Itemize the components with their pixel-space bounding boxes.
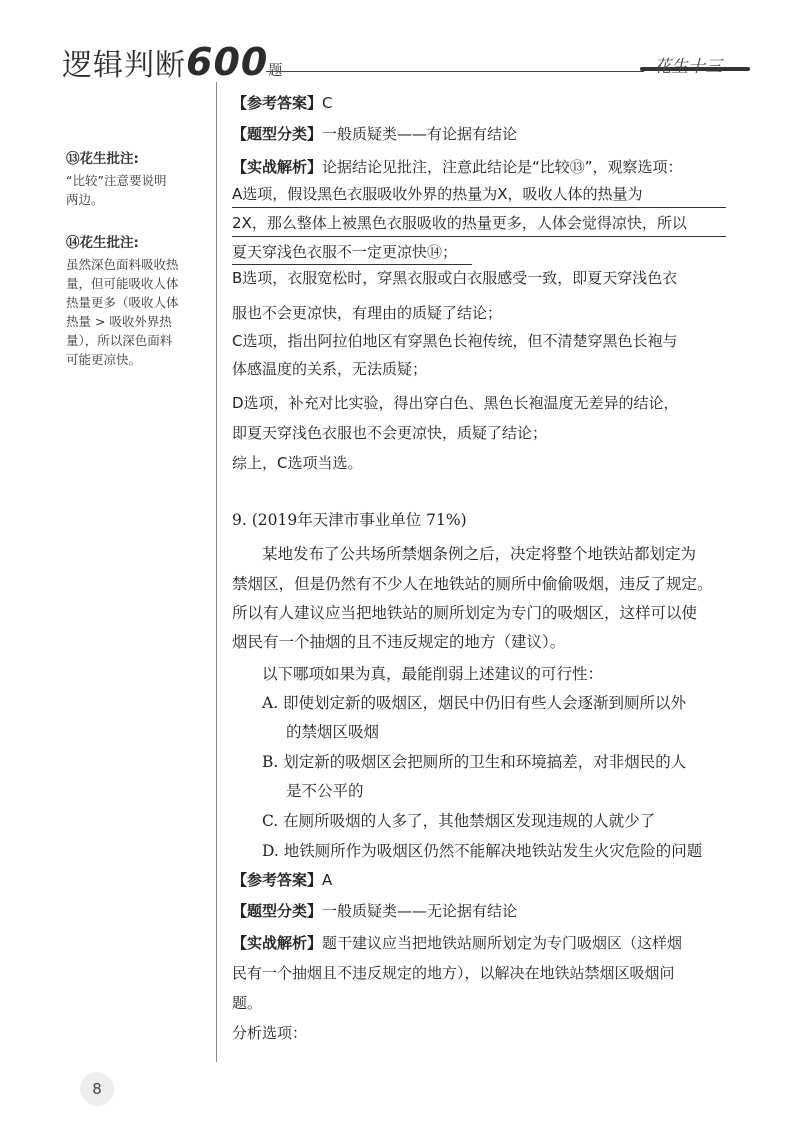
side-note-14 [66, 234, 216, 369]
analysis-text: 民有一个抽烟且不违反规定的地方），以解决在地铁站禁烟区吸烟问 [232, 964, 675, 982]
type-label: 【题型分类】 [232, 902, 323, 920]
side-note-line: 可能更凉快。 [66, 352, 142, 367]
answer-value: A [322, 871, 333, 889]
option-c: C. 在厕所吸烟的人多了，其他禁烟区发现违规的人就少了 [262, 812, 656, 830]
analysis-text: 综上，C选项当选。 [232, 454, 363, 472]
analysis-text: B选项，衣服宽松时，穿黑衣服或白衣服感受一致，即夏天穿浅色衣 [232, 269, 678, 287]
book-title-text: 逻辑判断 [62, 48, 186, 83]
question-header: 9. (2019年天津市事业单位 71%) [232, 511, 467, 529]
option-b: 是不公平的 [286, 782, 364, 800]
side-note-line: 量），所以深色面料 [66, 333, 173, 348]
side-note-title: ⑬花生批注: [66, 151, 139, 167]
question-stem: 烟民有一个抽烟的且不违反规定的地方（建议）。 [232, 633, 566, 651]
analysis-text: 2X，那么整体上被黑色衣服吸收的热量更多，人体会觉得凉快，所以 [232, 214, 687, 232]
analysis-line [232, 932, 682, 953]
book-title [62, 40, 283, 84]
analysis-text: 体感温度的关系，无法质疑； [232, 360, 428, 378]
type-line [232, 900, 517, 921]
type-label: 【题型分类】 [232, 125, 323, 143]
option-a: 的禁烟区吸烟 [286, 723, 380, 741]
answer-label: 【参考答案】 [232, 871, 323, 889]
side-note-line: “比较”注意要说明 [66, 173, 167, 188]
header-rule [266, 71, 644, 72]
brand-logo: 花生十三 [654, 57, 722, 77]
analysis-text: 题干建议应当把地铁站厕所划定为专门吸烟区（这样烟 [322, 934, 683, 952]
answer-value: C [322, 94, 333, 112]
book-title-number: 600 [186, 40, 269, 84]
side-note-line: 热量 > 吸收外界热 [66, 314, 172, 329]
book-title-suffix: 题 [268, 63, 284, 79]
analysis-text: 题。 [232, 994, 263, 1012]
type-value: 一般质疑类——无论据有结论 [322, 902, 518, 920]
question-stem: 某地发布了公共场所禁烟条例之后，决定将整个地铁站都划定为 [262, 545, 697, 563]
analysis-label: 【实战解析】 [232, 158, 323, 176]
underline [232, 236, 726, 237]
side-note-line: 热量更多（吸收人体 [66, 295, 179, 310]
analysis-text: 夏天穿浅色衣服不一定更凉快⑭； [232, 243, 458, 261]
analysis-label: 【实战解析】 [232, 934, 323, 952]
type-value: 一般质疑类——有论据有结论 [322, 125, 518, 143]
analysis-text: A选项，假设黑色衣服吸收外界的热量为X，吸收人体的热量为 [232, 185, 643, 203]
analysis-text: C选项，指出阿拉伯地区有穿黑色长袍传统，但不清楚穿黑色长袍与 [232, 332, 678, 350]
analysis-text: 即夏天穿浅色衣服也不会更凉快，质疑了结论； [232, 424, 548, 442]
answer-line [232, 869, 332, 890]
underline [232, 264, 472, 265]
analysis-text: D选项，补充对比实验，得出穿白色、黑色长袍温度无差异的结论， [232, 394, 679, 412]
side-note-line: 两边。 [66, 192, 104, 207]
underline [232, 207, 726, 208]
side-note-line: 虽然深色面料吸收热 [66, 257, 179, 272]
side-note-line: 量，但可能吸收人体 [66, 276, 179, 291]
answer-label: 【参考答案】 [232, 94, 323, 112]
analysis-text: 服也不会更凉快，有理由的质疑了结论； [232, 304, 503, 322]
option-d: D. 地铁厕所作为吸烟区仍然不能解决地铁站发生火灾危险的问题 [262, 842, 703, 860]
analysis-line [232, 156, 683, 177]
side-note-title: ⑭花生批注: [66, 235, 139, 251]
page-number: 8 [80, 1072, 114, 1106]
margin-divider [216, 82, 217, 1062]
option-a: A. 即使划定新的吸烟区，烟民中仍旧有些人会逐渐到厕所以外 [262, 694, 687, 712]
type-line [232, 123, 517, 144]
answer-line [232, 92, 333, 113]
question-stem: 所以有人建议应当把地铁站的厕所划定为专门的吸烟区，这样可以使 [232, 604, 698, 622]
question-prompt: 以下哪项如果为真，最能削弱上述建议的可行性： [262, 665, 604, 683]
analysis-text: 分析选项： [232, 1024, 308, 1042]
question-stem: 禁烟区，但是仍然有不少人在地铁站的厕所中偷偷吸烟，违反了规定。 [232, 575, 713, 593]
side-note-13 [66, 150, 216, 209]
option-b: B. 划定新的吸烟区会把厕所的卫生和环境搞差，对非烟民的人 [262, 753, 687, 771]
analysis-text: 论据结论见批注，注意此结论是“比较⑬”，观察选项： [322, 158, 683, 176]
